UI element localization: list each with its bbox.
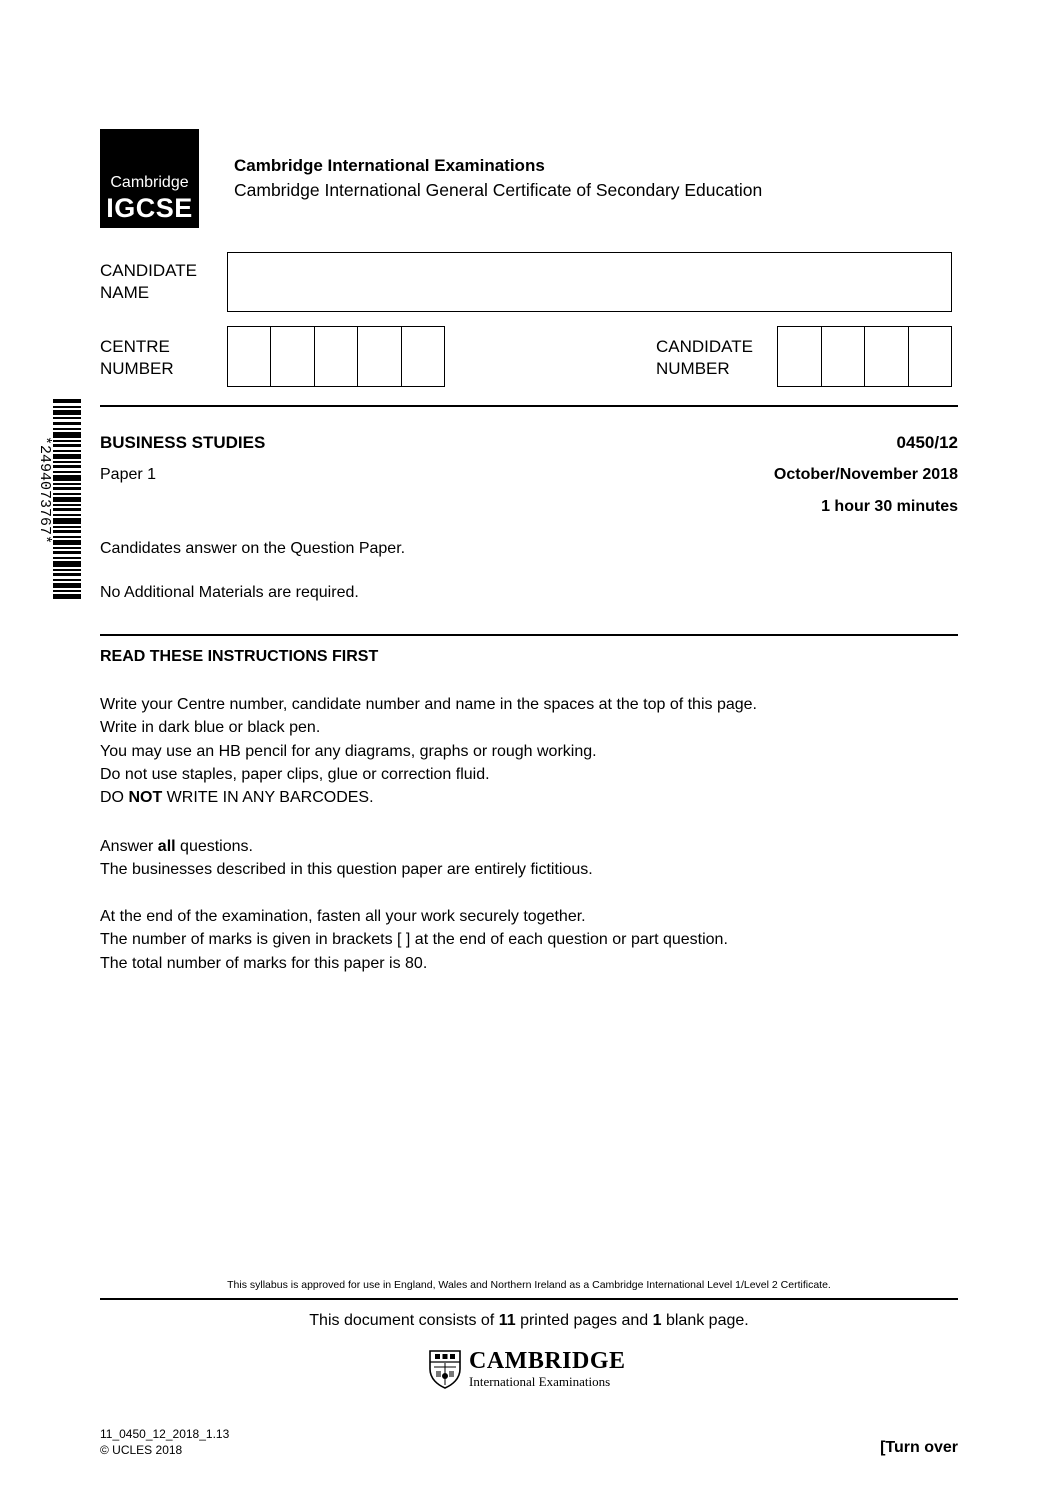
instructions-block-2: [100, 835, 593, 882]
candidate-name-label: CANDIDATE NAME: [100, 261, 197, 302]
reference-code: 11_0450_12_2018_1.13: [100, 1427, 230, 1441]
paper-number: Paper 1: [100, 466, 157, 483]
subject-title: BUSINESS STUDIES: [100, 433, 266, 452]
answer-on-note: Candidates answer on the Question Paper.: [100, 540, 406, 557]
svg-text:*2494073767*: *2494073767*: [36, 436, 53, 545]
document-reference: [100, 1426, 229, 1458]
instruction-line: The total number of marks for this paper is 80.: [100, 954, 428, 972]
instruction-line: At the end of the examination, fasten all your work securely together.: [100, 908, 586, 925]
candidate-number-cell[interactable]: [865, 327, 909, 386]
candidate-number-field[interactable]: [777, 326, 952, 387]
candidate-number-label: CANDIDATE NUMBER: [656, 337, 753, 378]
qualification: Cambridge International General Certificate of Secondary Education: [234, 180, 763, 200]
instruction-line: The businesses described in this question paper are entirely fictitious.: [100, 861, 593, 879]
candidate-number-cell[interactable]: [909, 327, 952, 386]
instruction-line: Write in dark blue or black pen.: [100, 719, 321, 737]
cambridge-logo-title: CAMBRIDGE: [469, 1348, 626, 1374]
centre-number-label: CENTRE NUMBER: [100, 337, 174, 378]
centre-number-cell[interactable]: [358, 327, 401, 386]
instruction-line: You may use an HB pencil for any diagrams, graphs or rough working.: [100, 742, 597, 760]
instruction-line: The number of marks is given in brackets [ ] at the end of each question or part question.: [100, 931, 728, 949]
turn-over-note: [Turn over: [880, 1439, 958, 1456]
materials-note: No Additional Materials are required.: [100, 584, 359, 601]
divider: [100, 634, 958, 636]
instruction-line: DO NOT WRITE IN ANY BARCODES.: [100, 789, 374, 807]
centre-number-cell[interactable]: [402, 327, 444, 386]
barcode-icon: [53, 399, 81, 599]
cambridge-logo-subtitle: International Examinations: [469, 1374, 611, 1389]
candidate-name-field[interactable]: [227, 252, 952, 312]
candidate-number-cell[interactable]: [822, 327, 866, 386]
cambridge-crest-icon: [428, 1349, 462, 1389]
centre-number-cell[interactable]: [315, 327, 358, 386]
copyright: © UCLES 2018: [100, 1443, 183, 1457]
instruction-line: Do not use staples, paper clips, glue or correction fluid.: [100, 765, 490, 783]
instruction-line: Write your Centre number, candidate number and name in the spaces at the top of this page.: [100, 696, 757, 713]
igcse-logo: [100, 129, 199, 228]
instruction-line: Answer all questions.: [100, 838, 253, 855]
centre-number-cell[interactable]: [228, 327, 271, 386]
syllabus-code: 0450/12: [896, 433, 958, 452]
exam-duration: 1 hour 30 minutes: [821, 498, 958, 515]
barcode-number: [28, 436, 53, 576]
page-count-note: This document consists of 11 printed pages and 1 blank page.: [309, 1312, 749, 1329]
centre-number-field[interactable]: [227, 326, 445, 387]
centre-number-cell[interactable]: [271, 327, 314, 386]
syllabus-approval-note: This syllabus is approved for use in England, Wales and Northern Ireland as a Cambridge International Level 1/Level 2 Certificate.: [227, 1279, 831, 1291]
divider: [100, 1298, 958, 1300]
instructions-block-1: [100, 693, 757, 809]
logo-line2: IGCSE: [106, 193, 193, 223]
logo-line1: Cambridge: [110, 174, 189, 191]
divider: [100, 405, 958, 407]
exam-session: October/November 2018: [773, 466, 958, 483]
exam-board: Cambridge International Examinations: [234, 156, 545, 175]
instructions-heading: READ THESE INSTRUCTIONS FIRST: [100, 648, 379, 665]
candidate-number-cell[interactable]: [778, 327, 822, 386]
instructions-block-3: [100, 905, 728, 975]
